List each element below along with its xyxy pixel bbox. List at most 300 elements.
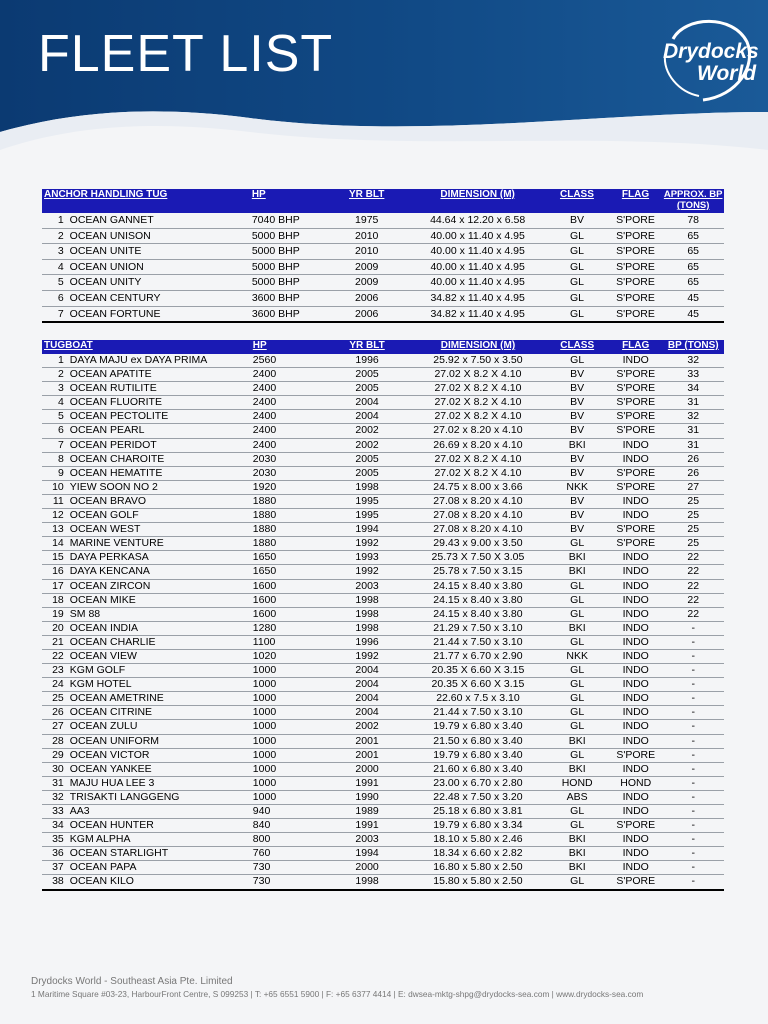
vessel-name: OCEAN PEARL [70, 424, 253, 438]
table-row [42, 748, 724, 762]
row-number: 1 [42, 213, 70, 228]
vessel-name: OCEAN CITRINE [70, 706, 253, 720]
page-header [0, 0, 768, 150]
table-row [42, 494, 724, 508]
flag-value: INDO [609, 664, 663, 678]
table-row [42, 649, 724, 663]
hp-value: 1600 [253, 593, 324, 607]
table-row [42, 466, 724, 480]
year-built: 2001 [324, 748, 411, 762]
table-row [42, 607, 724, 621]
dimension-value: 24.15 x 8.40 x 3.80 [410, 593, 545, 607]
hp-value: 1000 [253, 706, 324, 720]
year-built: 1998 [324, 607, 411, 621]
hp-value: 5000 BHP [252, 259, 324, 275]
table-row [42, 452, 724, 466]
dimension-value: 18.10 x 5.80 x 2.46 [410, 833, 545, 847]
page-title: FLEET LIST [38, 25, 334, 83]
year-built: 2001 [324, 734, 411, 748]
table-row [42, 275, 724, 291]
year-built: 1998 [324, 480, 411, 494]
table-row [42, 410, 724, 424]
class-value: GL [546, 692, 609, 706]
table-row [42, 424, 724, 438]
vessel-name: OCEAN KILO [70, 875, 253, 890]
bp-value: 78 [662, 213, 724, 228]
vessel-name: OCEAN FLUORITE [70, 396, 253, 410]
dimension-value: 21.44 x 7.50 x 3.10 [410, 706, 545, 720]
hp-value: 2400 [253, 410, 324, 424]
bp-value: - [663, 664, 724, 678]
flag-value: S'PORE [609, 306, 663, 322]
vessel-name: OCEAN PECTOLITE [70, 410, 253, 424]
dimension-value: 27.08 x 8.20 x 4.10 [410, 494, 545, 508]
hp-value: 1000 [253, 692, 324, 706]
flag-value: INDO [609, 649, 663, 663]
vessel-name: DAYA PERKASA [70, 551, 253, 565]
dimension-value: 24.15 x 8.40 x 3.80 [410, 607, 545, 621]
hp-value: 1000 [253, 720, 324, 734]
table-row [42, 244, 724, 260]
year-built: 1996 [324, 635, 411, 649]
class-value: GL [546, 635, 609, 649]
bp-value: - [663, 734, 724, 748]
hp-value: 1650 [253, 551, 324, 565]
hp-value: 2400 [253, 368, 324, 382]
year-built: 2004 [324, 706, 411, 720]
class-value: GL [546, 720, 609, 734]
table-row [42, 565, 724, 579]
logo-text-drydocks: Drydocks [663, 40, 759, 63]
year-built: 1992 [324, 537, 411, 551]
class-value: BV [546, 466, 609, 480]
table-row [42, 396, 724, 410]
bp-value: - [663, 805, 724, 819]
hp-value: 800 [253, 833, 324, 847]
col-header-bp: BP (TONS) [663, 340, 724, 354]
row-number: 2 [42, 228, 70, 244]
class-value: BKI [546, 551, 609, 565]
tugboat-table [42, 340, 724, 891]
hp-value: 1880 [253, 494, 324, 508]
dimension-value: 25.73 X 7.50 X 3.05 [410, 551, 545, 565]
table-row [42, 621, 724, 635]
vessel-name: OCEAN AMETRINE [70, 692, 253, 706]
vessel-name: OCEAN UNITY [70, 275, 252, 291]
hp-value: 1020 [253, 649, 324, 663]
flag-value: S'PORE [609, 290, 663, 306]
class-value: BKI [546, 621, 609, 635]
row-number: 27 [42, 720, 70, 734]
dimension-value: 19.79 x 6.80 x 3.40 [410, 748, 545, 762]
hp-value: 1920 [253, 480, 324, 494]
flag-value: S'PORE [609, 537, 663, 551]
vessel-name: OCEAN GOLF [70, 509, 253, 523]
table-row [42, 593, 724, 607]
row-number: 35 [42, 833, 70, 847]
row-number: 11 [42, 494, 70, 508]
year-built: 2010 [323, 244, 410, 260]
vessel-name: OCEAN ZIRCON [70, 579, 253, 593]
class-value: NKK [546, 649, 609, 663]
hp-value: 1880 [253, 523, 324, 537]
dimension-value: 40.00 x 11.40 x 4.95 [410, 244, 545, 260]
vessel-name: OCEAN UNION [70, 259, 252, 275]
row-number: 30 [42, 762, 70, 776]
flag-value: S'PORE [609, 466, 663, 480]
hp-value: 1880 [253, 509, 324, 523]
class-value: GL [546, 805, 609, 819]
year-built: 2004 [324, 396, 411, 410]
flag-value: S'PORE [609, 275, 663, 291]
col-header-class: CLASS [546, 340, 609, 354]
bp-value: - [663, 649, 724, 663]
row-number: 1 [42, 354, 70, 368]
year-built: 1995 [324, 509, 411, 523]
flag-value: INDO [609, 706, 663, 720]
row-number: 7 [42, 306, 70, 322]
vessel-name: OCEAN PERIDOT [70, 438, 253, 452]
page-footer [31, 976, 643, 999]
hp-value: 1000 [253, 734, 324, 748]
hp-value: 1000 [253, 776, 324, 790]
table-row [42, 382, 724, 396]
row-number: 23 [42, 664, 70, 678]
year-built: 1989 [324, 805, 411, 819]
year-built: 2006 [323, 306, 410, 322]
year-built: 1992 [324, 565, 411, 579]
class-value: BV [546, 410, 609, 424]
bp-value: 32 [663, 410, 724, 424]
flag-value: INDO [609, 494, 663, 508]
flag-value: S'PORE [609, 875, 663, 890]
row-number: 36 [42, 847, 70, 861]
year-built: 2009 [323, 275, 410, 291]
bp-value: 34 [663, 382, 724, 396]
row-number: 14 [42, 537, 70, 551]
bp-value: 65 [662, 228, 724, 244]
table-row [42, 635, 724, 649]
hp-value: 730 [253, 875, 324, 890]
row-number: 12 [42, 509, 70, 523]
hp-value: 2400 [253, 438, 324, 452]
vessel-name: OCEAN HEMATITE [70, 466, 253, 480]
dimension-value: 27.02 X 8.2 X 4.10 [410, 410, 545, 424]
row-number: 26 [42, 706, 70, 720]
class-value: NKK [546, 480, 609, 494]
bp-value: - [663, 861, 724, 875]
class-value: GL [546, 579, 609, 593]
class-value: GL [546, 819, 609, 833]
row-number: 19 [42, 607, 70, 621]
flag-value: INDO [609, 734, 663, 748]
flag-value: S'PORE [609, 228, 663, 244]
class-value: GL [546, 537, 609, 551]
col-header-yr-blt: YR BLT [323, 189, 410, 213]
table-row [42, 664, 724, 678]
class-value: GL [546, 706, 609, 720]
class-value: BKI [546, 762, 609, 776]
bp-value: - [663, 692, 724, 706]
col-header-dimension: DIMENSION (M) [410, 340, 545, 354]
table-row [42, 290, 724, 306]
vessel-name: OCEAN UNISON [70, 228, 252, 244]
year-built: 2002 [324, 424, 411, 438]
vessel-name: OCEAN PAPA [70, 861, 253, 875]
year-built: 2000 [324, 861, 411, 875]
dimension-value: 22.48 x 7.50 x 3.20 [410, 790, 545, 804]
dimension-value: 15.80 x 5.80 x 2.50 [410, 875, 545, 890]
class-value: BV [546, 424, 609, 438]
vessel-name: YIEW SOON NO 2 [70, 480, 253, 494]
bp-value: 22 [663, 565, 724, 579]
row-number: 29 [42, 748, 70, 762]
vessel-name: OCEAN GANNET [70, 213, 252, 228]
class-value: GL [546, 875, 609, 890]
row-number: 8 [42, 452, 70, 466]
table-row [42, 228, 724, 244]
vessel-name: OCEAN VIEW [70, 649, 253, 663]
row-number: 16 [42, 565, 70, 579]
dimension-value: 27.02 X 8.2 X 4.10 [410, 452, 545, 466]
row-number: 21 [42, 635, 70, 649]
year-built: 2005 [324, 368, 411, 382]
row-number: 6 [42, 424, 70, 438]
vessel-name: OCEAN BRAVO [70, 494, 253, 508]
table-row [42, 509, 724, 523]
dimension-value: 27.08 x 8.20 x 4.10 [410, 509, 545, 523]
dimension-value: 21.44 x 7.50 x 3.10 [410, 635, 545, 649]
drydocks-world-logo [655, 14, 759, 104]
dimension-value: 27.02 X 8.2 X 4.10 [410, 396, 545, 410]
hp-value: 1000 [253, 762, 324, 776]
year-built: 2009 [323, 259, 410, 275]
bp-value: 27 [663, 480, 724, 494]
hp-value: 2030 [253, 466, 324, 480]
hp-value: 5000 BHP [252, 275, 324, 291]
flag-value: INDO [609, 565, 663, 579]
vessel-name: TRISAKTI LANGGENG [70, 790, 253, 804]
dimension-value: 29.43 x 9.00 x 3.50 [410, 537, 545, 551]
hp-value: 5000 BHP [252, 244, 324, 260]
dimension-value: 27.02 x 8.20 x 4.10 [410, 424, 545, 438]
year-built: 2005 [324, 466, 411, 480]
table-row [42, 579, 724, 593]
dimension-value: 21.77 x 6.70 x 2.90 [410, 649, 545, 663]
row-number: 4 [42, 396, 70, 410]
hp-value: 3600 BHP [252, 306, 324, 322]
year-built: 2006 [323, 290, 410, 306]
vessel-name: OCEAN CHARLIE [70, 635, 253, 649]
flag-value: INDO [609, 607, 663, 621]
bp-value: 25 [663, 509, 724, 523]
class-value: BKI [546, 565, 609, 579]
year-built: 1996 [324, 354, 411, 368]
class-value: GL [546, 593, 609, 607]
hp-value: 1000 [253, 790, 324, 804]
col-header-yr-blt: YR BLT [324, 340, 411, 354]
hp-value: 730 [253, 861, 324, 875]
class-value: GL [546, 354, 609, 368]
row-number: 33 [42, 805, 70, 819]
bp-value: 65 [662, 244, 724, 260]
flag-value: S'PORE [609, 259, 663, 275]
vessel-name: OCEAN CENTURY [70, 290, 252, 306]
row-number: 6 [42, 290, 70, 306]
class-value: GL [545, 244, 608, 260]
class-value: GL [546, 748, 609, 762]
class-value: BV [546, 452, 609, 466]
table-row [42, 734, 724, 748]
vessel-name: OCEAN ZULU [70, 720, 253, 734]
bp-value: - [663, 678, 724, 692]
bp-value: - [663, 621, 724, 635]
anchor-handling-tug-rows [42, 213, 724, 322]
hp-value: 1000 [253, 678, 324, 692]
row-number: 31 [42, 776, 70, 790]
bp-value: 26 [663, 466, 724, 480]
class-value: BKI [546, 847, 609, 861]
row-number: 24 [42, 678, 70, 692]
col-header-vessel: TUGBOAT [42, 340, 253, 354]
table-row [42, 720, 724, 734]
bp-value: - [663, 847, 724, 861]
table-row [42, 706, 724, 720]
hp-value: 2400 [253, 382, 324, 396]
logo-text-world: World [697, 62, 757, 85]
dimension-value: 26.69 x 8.20 x 4.10 [410, 438, 545, 452]
flag-value: INDO [609, 509, 663, 523]
hp-value: 2030 [253, 452, 324, 466]
hp-value: 1600 [253, 607, 324, 621]
bp-value: 31 [663, 396, 724, 410]
bp-value: - [663, 776, 724, 790]
flag-value: INDO [609, 847, 663, 861]
class-value: BV [546, 382, 609, 396]
year-built: 2005 [324, 452, 411, 466]
dimension-value: 34.82 x 11.40 x 4.95 [410, 290, 545, 306]
year-built: 1994 [324, 523, 411, 537]
year-built: 2003 [324, 833, 411, 847]
vessel-name: DAYA MAJU ex DAYA PRIMA [70, 354, 253, 368]
row-number: 22 [42, 649, 70, 663]
hp-value: 1600 [253, 579, 324, 593]
col-header-hp: HP [252, 189, 324, 213]
flag-value: S'PORE [609, 819, 663, 833]
year-built: 2005 [324, 382, 411, 396]
row-number: 18 [42, 593, 70, 607]
dimension-value: 40.00 x 11.40 x 4.95 [410, 259, 545, 275]
dimension-value: 22.60 x 7.5 x 3.10 [410, 692, 545, 706]
year-built: 1995 [324, 494, 411, 508]
bp-value: 65 [662, 275, 724, 291]
class-value: GL [545, 228, 608, 244]
class-value: HOND [546, 776, 609, 790]
table-row [42, 861, 724, 875]
year-built: 1998 [324, 621, 411, 635]
bp-value: 22 [663, 607, 724, 621]
table-row [42, 523, 724, 537]
flag-value: S'PORE [609, 368, 663, 382]
year-built: 1993 [324, 551, 411, 565]
class-value: GL [546, 678, 609, 692]
dimension-value: 25.78 x 7.50 x 3.15 [410, 565, 545, 579]
table-row [42, 776, 724, 790]
vessel-name: OCEAN WEST [70, 523, 253, 537]
hp-value: 1880 [253, 537, 324, 551]
hp-value: 2400 [253, 396, 324, 410]
bp-value: - [663, 762, 724, 776]
row-number: 17 [42, 579, 70, 593]
year-built: 1991 [324, 776, 411, 790]
bp-value: - [663, 635, 724, 649]
flag-value: INDO [609, 621, 663, 635]
hp-value: 760 [253, 847, 324, 861]
hp-value: 1280 [253, 621, 324, 635]
bp-value: 45 [662, 290, 724, 306]
vessel-name: KGM GOLF [70, 664, 253, 678]
bp-value: - [663, 875, 724, 890]
footer-address: 1 Maritime Square #03-23, HarbourFront Centre, S 099253 | T: +65 6551 5900 | F: +65 6377 4414 | E: dwsea-mktg-shpg@drydocks-sea.com | www.drydocks-sea.com [31, 989, 644, 999]
dimension-value: 24.75 x 8.00 x 3.66 [410, 480, 545, 494]
vessel-name: AA3 [70, 805, 253, 819]
dimension-value: 40.00 x 11.40 x 4.95 [410, 228, 545, 244]
year-built: 2002 [324, 438, 411, 452]
class-value: BKI [546, 438, 609, 452]
year-built: 2000 [324, 762, 411, 776]
bp-value: 65 [662, 259, 724, 275]
year-built: 1992 [324, 649, 411, 663]
bp-value: 31 [663, 438, 724, 452]
bp-value: 25 [663, 494, 724, 508]
row-number: 4 [42, 259, 70, 275]
hp-value: 1000 [253, 664, 324, 678]
row-number: 25 [42, 692, 70, 706]
dimension-value: 27.08 x 8.20 x 4.10 [410, 523, 545, 537]
row-number: 15 [42, 551, 70, 565]
flag-value: S'PORE [609, 480, 663, 494]
hp-value: 2400 [253, 424, 324, 438]
vessel-name: OCEAN HUNTER [70, 819, 253, 833]
year-built: 2004 [324, 678, 411, 692]
bp-value: - [663, 790, 724, 804]
col-header-flag: FLAG [609, 189, 663, 213]
hp-value: 5000 BHP [252, 228, 324, 244]
hp-value: 1000 [253, 748, 324, 762]
flag-value: S'PORE [609, 382, 663, 396]
bp-value: 22 [663, 579, 724, 593]
flag-value: INDO [609, 805, 663, 819]
dimension-value: 24.15 x 8.40 x 3.80 [410, 579, 545, 593]
row-number: 3 [42, 382, 70, 396]
dimension-value: 27.02 X 8.2 X 4.10 [410, 382, 545, 396]
class-value: GL [545, 259, 608, 275]
year-built: 1991 [324, 819, 411, 833]
dimension-value: 16.80 x 5.80 x 2.50 [410, 861, 545, 875]
col-header-vessel: ANCHOR HANDLING TUG [42, 189, 252, 213]
vessel-name: MARINE VENTURE [70, 537, 253, 551]
vessel-name: OCEAN CHAROITE [70, 452, 253, 466]
year-built: 1990 [324, 790, 411, 804]
vessel-name: OCEAN APATITE [70, 368, 253, 382]
flag-value: INDO [609, 678, 663, 692]
class-value: GL [546, 607, 609, 621]
flag-value: INDO [609, 833, 663, 847]
flag-value: INDO [609, 790, 663, 804]
flag-value: INDO [609, 452, 663, 466]
table-row [42, 537, 724, 551]
flag-value: S'PORE [609, 396, 663, 410]
